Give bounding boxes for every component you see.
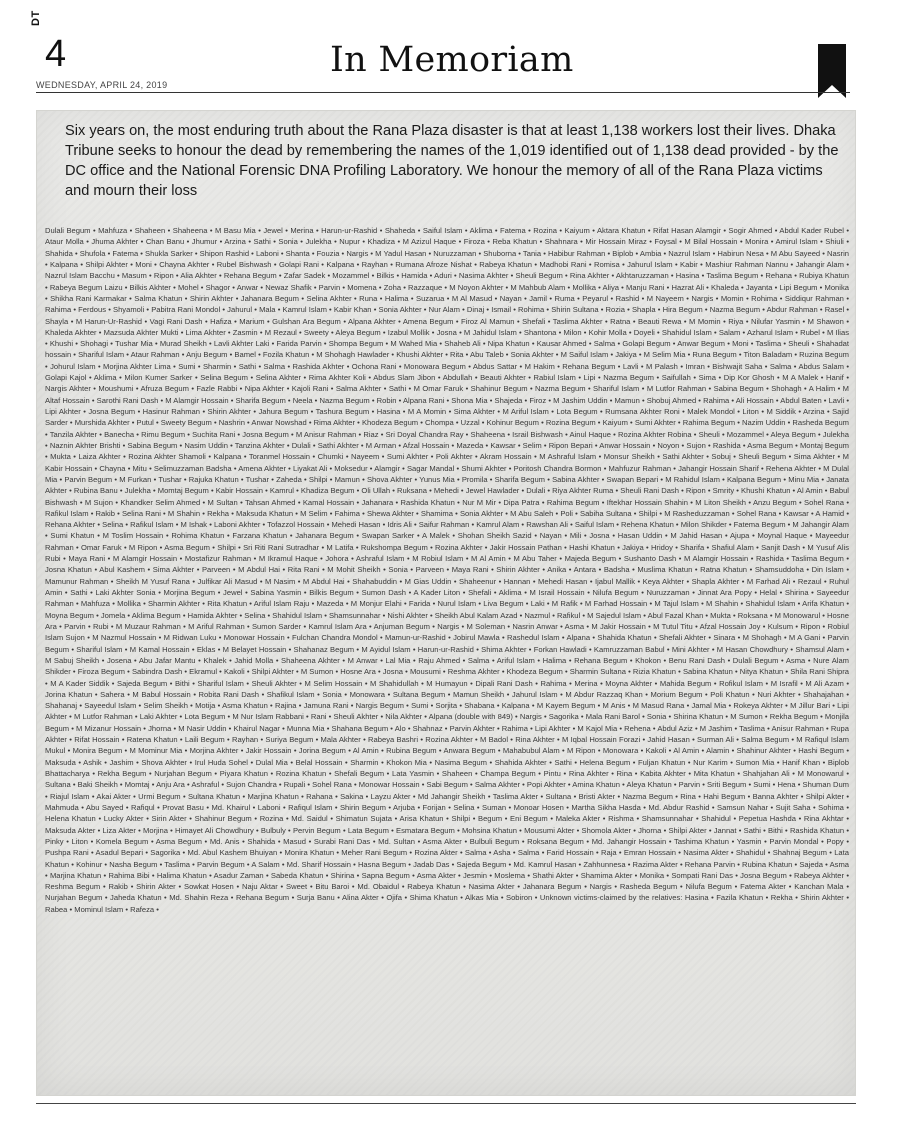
memorial-box (36, 110, 856, 1096)
mourning-ribbon-icon (818, 44, 846, 98)
victim-names-list: Dulali Begum • Mahfuza • Shaheen • Shaheena • M Basu Mia • Jewel • Merina • Harun-ur-Rashid • Shaheda • Saiful Islam • Aklima • Fatema • Rozina • Kaiyum • Aktara Khatun • Rifat Hasan Alamgir • Sogir Ahmed • Abdul Kader Rubel • Ataur Molla • Jhuma Akhter • Chan Banu • Jhumur • Arzina • Sathi • Sonia • Julekha • Nupur • Khadiza • M Azizul Haque • Firoza • Reba Khatun • Shahnara • Mir Hossain Miraz • Foysal • M Bilal Hossain • Monira • Amirul Islam • Shiuli • Shahida • Shufola • Fatema • Shukla Sarker • Shipon Rashid • Laboni • Shanta • Fouzia • Nargis • M Yadul Hasan • Nuruzzaman • Shuborna • Tania • Habibur Rahman • Biplob • Ambia • Nazrul Islam • Habirun Nesa • M Abu Sayeed • Nasrin • Kalpana • Shilpi Akhter • Moni • Chayna Akhter • Rubel Bishwash • Golapi Rani • Kalpana • Rayhan • Rumana Afroze Nishat • Rabeya Khatun • Madhobi Rani • Romisa • Jahurul Islam • Kabir • Mashiur Rahman Nannu • Jahangir Alam • Nazrul Islam Bacchu • Masum • Ripon • Alia Akhter • Rehana Begum • Zafar Sadek • Mozammel • Bilkis • Hamida • Aduri • Nasima Akhter • Sheuli Begum • Rina Akhter • Akhtaruzzaman • Hasina • Taslima Begum • Rehana • Rubiya Khatun • Rabeya Begum Laizu • Bilkis Akhter • Mohel • Shagor • Anwar • Newaz Shafik • Parvin • Momena • Zoha • Razzaque • M Noyon Akhter • M Mahbub Alam • Mollika • Aliya • Manju Rani • Hazrat Ali • Khaleda • Jayanta • Lipi Begum • Monika • Shikha Rani Karmakar • Salma Khatun • Shirin Akhter • Jahanara Begum • Selina Akhter • Runa • Halima • Suzarua • M Al Masud • Nayan • Jamil • Ruma • Peyarul • Rashid • M Nayeem • Nargis • Momin • Rohima • Siddiqur Rahman • Rahima • Ferdous • Shyamoli • Pabitra Rani Mondol • Jahurul • Mala • Kamrul Islam • Kabir Khan • Sonia Akhter • Nur Alam • Dinaj • Ismail • Rohima • Shirin Sultana • Rozia • Shapla • Hira Begum • Nazma Begum • Abdur Rahman • Rasel • Shayla • M Harun-Ur-Rashid • Vagi Rani Dash • Hafiza • Marium • Gulshan Ara Begum • Alpana Akhter • Amena Begum • Firoz Al Mamun • Shefali • Taslima Akhter • Ratna • Beauti Rewa • M Momin • Riya • Nilufar Yasmin • M Shawon • Khaleda Akhter • Mazsuda Akhter Mukti • Lima Akhter • Zasmin • M Rezaul • Sweety • Aleya Begum • Izabul Mollik • Josna • M Jahidul Islam • Shantona • Milon • Kohir Molla • Doyeli • Shahidul Islam • Salam • Azharul Islam • Rubel • M Ilias • Khushi • Shohagi • Tushar Mia • Murad Sheikh • Lavli Akhter Laki • Farida Parvin • Shompa Begum • M Wahed Mia • Shaheb Ali • Nipa Khatun • Kausar Ahmed • Salma • Golapi Begum • Anwar Begum • Moni • Taslima • Sheuli • Shahadat hossain • Shariful Islam • Ataur Rahman • Anju Begum • Bamel • Fozila Khatun • M Shohagh Hawlader • Khushi Akhter • Rita • Abu Taleb • Sonia Akhter • M Saiful Islam • Jakiya • M Selim Mia • Runa Begum • Titon Baladam • Ruzina Begum • Johurul Islam • Morjina Akhter Lima • Sumi • Sharmin • Sathi • Salma • Rashida Akhter • Ochona Rani • Monowara Begum • Abdus Sattar • M Hakim • Rehana Begum • Lavli • M Palash • Imran • Bishwajit Saha • Salma • Abdus Salam • Golapi Kajol • Aklima • Milon Kumer Sarker • Selina Begum • Selina Akhter • Rima Akhter Koli • Abdus Slam Jibon • Abdullah • Beauti Akhter • Rabiul Islam • Lipi • Nazma Begum • Saifullah • Sima • Dip Kor Ghosh • M A Malek • Hanif • Nargis Akhter • Moushumi • Afruza Begum • Fazle Rabbi • Nipa Akhter • Kajoli Rani • Salma Akhter • Sathi • M Omar Faruk • Shahinur Begum • Nazma Begum • Shariful Islam • M Lutfor Rahman • Sabina Begum • Shohagh • A Halim • M Altaf Hossain • Sarothi Rani Dash • M Alamgir Hossain • Sharifa Begum • Neela • Nazma Begum • Robin • Alpana Rani • Shona Mia • Shajeda • Firoz • M Jashim Uddin • Mamun • Shobuj Ahmed • Rahima • Ali Hossain • Abdul Baten • Lavli • Lipi Akhter • Josna Begum • Hasinur Rahman • Shirin Akhter • Jahura Begum • Tashura Begum • Hasina • M A Momin • Sima Akhter • M Ariful Islam • Lota Begum • Rumsana Akhter Roni • Malek Mondol • Liton • M Siddik • Arzina • Sajid Sarder • Murshida Akhter • Putul • Sweety Begum • Nashrin • Anwar Nowshad • Rima Akhter • Khodeza Begum • Chompa • Uzzal • Kohinur Begum • Rozina Begum • Kaiyum • Sumi Akhter • Rahima Begum • Nazim Uddin • Rasheda Begum • Tanzila Akhter • Banecha • Rimu Begum • Suchita Rani • Josna Begum • M Anisur Rahman • Riaz • Sri Doyal Chandra Ray • Shaheena • Israil Bishwash • Ainul Haque • Rozina Akhter Robina • Sheuli • Mozammel • Aleya Begum • Julekha • Naznin Akhter Brishti • Sabina Begum • Nasim Uddin • Tanzina Akhter • Dulali • Sathi Akhter • M Arman • Afzal Hossain • Mazeda • Kawsar • Selim • Ripon Bepari • Anwar Hossain • Noyon • Sujon • Rashida • Asma Begum • Montaj Begum • Mukta • Laiza Akhter • Rozina Akhter Shamoli • Kalpana • Toranmel Hossain • Chumki • Nayeem • Sumi Akhter • Poli Akhter • Akram Hossain • M Ashraful Islam • Monsur Sheikh • Sathi Akhter • Sobuj • Sheuli Begum • Sima Akhter • M Kabir Hossain • Chayna • Mitu • Selimuzzaman Badsha • Amena Akhter • Liyakat Ali • Moksedur • Alamgir • Sagar Mandal • Shumi Akhter • Poritosh Chandra Bormon • Mahfuzur Rahman • Jahangir Hossain Sharif • Rehena Akhter • M Dulal Mia • Parvin Begum • M Furkan • Tushar • Rajuka Khatun • Tushar • Zaheda • Shilpi • Mamun • Shova Akhter • Yunus Mia • Promila • Sharifa Begum • Sabina Akhter • Swapan Bepari • M Rahidul Islam • Kalpana Begum • Minu Mia • Janata Akhter • Rubina Banu • Julekha • Momtaj Begum • Kabir Hossain • Kamrul • Khadiza Begum • Oli Ullah • Ruksana • Mehedi • Jewel Hawlader • Dulali • Riya Akhter Ruma • Sheuli Rani Dash • Ripon • Smrity • Khushi Khatun • Al Amin • Babul Bishwash • M Sujon • Khandker Selim Ahmed • M Sultan • Tahsan Ahmed • Kamal Hossain • Jahanara • Rashida Khatun • Nur M Mir • Dipa Patra • Rahima Begum • Iftekhar Hossain Shahin • M Liton Sheikh • Anzu Begum • Sohel Rana • Rafikul Islam • Rakib • Selina Rani • M Shahin • Rekha • Maksuda Khatun • M Selim • Fahima • Shewa Akhter • Shamima • Sonia Akhter • M Abu Saleh • Poli • Sabiha Sultana • Shilpi • M Rasheduzzaman • Sohel Rana • Kawsar • A Hamid • Rehana Akhter • Selina • Rafikul Islam • M Ishak • Laboni Akhter • Tofazzol Hossain • Mehedi Hasan • Idris Ali • Saifur Rahman • Kamrul Alam • Rawshan Ali • Saiful Islam • Rehena Khatun • Milon Shikder • Fatema Begum • M Jahangir Alam • Sumi Khatun • M Toslim Hossain • Rohima Khatun • Farzana Khatun • Jahanara Begum • Swapan Sarker • A Malek • Shohan Sheikh Sazid • Nayan • Mili • Josna • Hasan Uddin • M Jahid Hasan • Ajupa • Moynal Haque • Mayeedur Rahman • Omar Faruk • M Ripon • Asma Begum • Shilpi • Sri Riti Rani Sutradhar • M Latifa • Rukshompa Begum • Rozina Akhter • Jakir Hossain Pathan • Hashi Khatun • Jakiya • Hridoy • Sharifa • Shafiul Alam • Sanjit Dash • M Yusuf Alis Rubi • Maya Rani • M Alamgir Hossain • Mostafizur Rahman • M Ikramul Haque • Johora • Ashraful Islam • M Robiul Islam • M Al Amin • M Abu Taher • Majeda Begum • Sushanto Dash • M Alamgir Hossain • Rashida • Taslima Begum • Josna Khatun • Abul Kashem • Sima Akhter • Parveen • M Abdul Hai • Rita Rani • M Mohit Sheikh • Sonia • Parveen • Maya Rani • Shirin Akhter • Anika • Antara • Badsha • Muslima Khatun • Ratna Khatun • Shamsuddoha • Din Islam • Mamunur Rahman • Sheikh M Yusuf Rana • Julfikar Ali Masud • M Nasim • M Abdul Hai • Shahabuddin • M Gias Uddin • Shaheenur • Hannan • Mehedi Hasan • Ijabul Mallik • Keya Akhter • Shapla Akhter • M Farhad Ali • Rezaul • Ruhul Amin • Sathi • Laki Akhter Sonia • Morjina Begum • Jewel • Sabina Yasmin • Bilkis Begum • Sumon Dash • A Kader Liton • Shefali • Aklima • M Israil Hossain • Nilufa Begum • Nuruzzaman • Jinnat Ara Popy • Helal • Shirina • Sayeedur Rahman • Mahfuza • Mollika • Sharmin Akhter • Rita Khatun • Ariful Islam Raju • Mazeda • M Monjur Elahi • Farida • Nurul Islam • Liva Begum • Laki • M Rafik • M Farhad Hossain • M Tajul Islam • M Shahin • Shahidul Islam • Arifa Khatun • Moyna Begum • Jomela • Aklima Begum • Hamida Akhter • Selina • Shahidul Islam • Shamsunnahar • Nishi Akhter • Sheikh Abul Kalam Azad • Nazmul • Rafikul • M Sajedul Islam • Abul Fazal Khan • Mukta • Roksana • M Monowarul • Hosne Ara • Parvin • Rubi • M Muzaur Rahman • M Ariful Rahman • Sumon Sarder • Kamrul Islam Ara • Anjuman Begum • Nargis • M Soleman • Nasrin Anwar • Asma • M Jakir Hossain • M Tutul Titu • Afzal Hossain Joy • Kulsum • Ripon • Robiul Islam Sujon • M Nazmul Hossain • M Ridwan Luku • Monowar Hossain • Fulchan Chandra Mondol • Mamun-ur-Rashid • Jobirul Mawla • Rashedul Islam • Alpana • Shahida Khatun • Shefali Akhter • Sinara • M Shohagh • M A Gani • Parvin Begum • Shariful Islam • M Kamal Hossain • Eklas • M Belayet Hossain • Shahanaz Begum • M Ayidul Islam • Harun-ur-Rashid • Shima Akhter • Forkan Hawladi • Kamruzzaman Babul • Mini Akhter • M Hasan Chowdhury • Shamsul Alam • M Sabuj Sheikh • Josena • Abu Jafar Mantu • Khalek • Jahid Molla • Shaheena Akhter • M Anwar • Lal Mia • Raju Ahmed • Salma • Ariful Islam • Halima • Rehana Begum • Khokon • Benu Rani Dash • Dulali Begum • Asma • Nure Alam Shikder • Firoza Begum • Sabindra Dash • Ekramul • Kakoli • Shilpi Akhter • M Sumon • Hosne Ara • Josna • Mousumi • Reshma Akhter • Khodeza Begum • Sharmin Sultana • Rizia Khatun • Sabina Khatun • Nitya Khatun • Shila Rani Shipra • M A Kader Siddik • Sajeda Begum • Bithi • Shariful Islam • Sheuli Akhter • M Selim Hossain • M Shahidullah • M Humayun • Dipali Rani Dash • Rahima • Merina • Moyna Akhter • Mahida Begum • Rofikul Islam • M Israfil • M Ali Azam • Jorina Khatun • Sahera • M Babul Hossain • Robita Rani Dash • Shafikul Islam • Sonia • Monowara • Sultana Begum • Mamun Sheikh • Jahurul Islam • M Abdur Razzaq Khan • Morium Begum • Poli Khatun • Nuri Akhter • Shahajahan • Shahanaj • Sayeedul Islam • Selim Sheikh • Motija • Asma Khatun • Rajina • Jamuna Rani • Nargis Begum • Sumi • Sorjita • Shabana • Kalpana • M Kayem Begum • M Anis • M Masud Rana • Jamal Mia • Rokeya Akhter • M Jillur Bari • Lipi Akhter • M Lutfor Rahman • Laki Akhter • Lota Begum • M Nur Islam Rabbani • Rani • Sheuli Akhter • Nila Akhter • Alpana (double with 849) • Nargis • Sagorika • Mala Rani Barol • Sonia • Shirina Khatun • M Sumon • Rekha Begum • Monjila Begum • M Mizanur Hossain • Jhorna • M Nasir Uddin • Khairul Nagar • Munna Mia • Shahana Begum • Alo • Shahnaz • Parvin Akhter • Rahima • Lipi Akhter • M Kajol Mia • Rehena • Abdul Aziz • M Jashim • Taslima • Anisur Rahman • Rupa Akhter • Rifat Hossain • Ratena Khatun • Laili Begum • Rayhan • Suriya Begum • Mala Akhter • Rabeya Bashri • Rozina Akhter • M Badol • Rina Akhter • M Iqbal Hossain Forazi • Jahid Hasan • Surman Ali • Salma Begum • M Rafiqul Islam Mukul • Monira Begum • M Mominur Mia • Morjina Akhter • Jakir Hossain • Jorina Begum • Al Amin • Rubina Begum • Anwara Begum • Mahabubul Alam • M Ripon • Monowara • Kakoli • Al Amin • Alamin • Shahinur Akhter • Hashi Begum • Maksuda • Ashik • Jashim • Shova Akhter • Irul Huda Sohel • Dulal Mia • Belal Hossain • Sharmin • Khokon Mia • Nasima Begum • Shahida Akhter • Sathi • Helena Begum • Fuljan Khatun • Nur Karim • Sumon Mia • Hanif Khan • Biplob Bhattacharya • Rekha Begum • Nurjahan Begum • Piyara Khatun • Rozina Khatun • Shefali Begum • Lata Yasmin • Shaheen • Champa Begum • Pintu • Rina Akhter • Rina • Kabita Akhter • Mita Khatun • Shahjahan Ali • M Monowarul • Sultana • Baki Sheikh • Momtaj • Anju Ara • Ashraful • Sujon Chandra • Rupali • Sohel Rana • Monowar Hossain • Sabi Begum • Salma Akhter • Popi Akhter • Amina Khatun • Aleya Khatun • Parvin • Sriti Begum • Sumi • Hena • Shuman Dum • Riajul Islam • Akai Akter • Urmi Begum • Sultana Khatun • Marjina Khatun • Rahana • Sakina • Layzu Akter • Md Jahangir Sheikh • Taslima Akter • Sultana • Bristi Akter • Nazma Begum • Rina • Hahi Begum • Banna Akhter • Shilpi Akter • Mahmuda • Abu Sayed • Rafiqul • Provat Basu • Md. Khairul • Laboni • Rafiqul Islam • Shirin Begum • Arjuba • Forijan • Selina • Suman • Monoar Hosen • Martha Sikha Hasda • Md. Abdur Rashid • Samsun Nahar • Sujit Saha • Sohima • Helena Khatun • Lucky Akter • Sirin Akter • Shahinur Begum • Rozina • Md. Saidul • Shimatun Sujata • Arisa Khatun • Shilpi • Begum • Eni Begum • Maleka Akter • Rishma • Shamsunnahar • Shahidul • Pepetua Hashda • Rina Akhtar • Maksuda Akter • Liza Akter • Morjina • Himayet Ali Chowdhury • Bulbuly • Pervin Begum • Lata Begum • Esmatara Begum • Mohsina Khatun • Mousumi Akter • Shomola Akter • Jhorna • Shilpi Akter • Jannat • Sathi • Bithi • Rashida Khatun • Pinky • Liton • Komela Begum • Asma Begum • Md. Anis • Shahida • Masud • Surabi Rani Das • Md. Sultan • Asma Akter • Bulbuli Begum • Roksana Begum • Md. Jahangir Hossain • Tashima Khatun • Yasmin • Parvin Mondal • Popy • Pushpa Rani • Asadul Bepari • Sagorika • Md. Abul Kashem Bhuiyan • Monira Khatun • Meher Rani Begum • Rozina Akter • Salma • Asha • Salma • Farid Hossain • Raja • Emran Hossain • Nasima Akter • Shahidul • Shahnaj Begum • Lata Khatun • Kohinur • Nasha Begum • Taslima • Parvin Begum • A Salam • Md. Sharif Hossain • Hasna Begum • Jadab Das • Sajeda Begum • Md. Kamrul Hasan • Zahhunnesa • Razima Akter • Rehana Parvin • Rubina Khatun • Sajeda • Asma • Marjina Khatun • Rahima Bibi • Halima Khatun • Asadur Zaman • Sabeda Khatun • Shirina • Sapna Begum • Asma Akter • Jesmin • Moslema • Shathi Akter • Shamima Akter • Monika • Sompati Rani Das • Josna Begum • Rabeya Akhter • Reshma Begum • Rakib • Shirin Akter • Sowkat Hosen • Naju Aktar • Sweet • Bitu Baroi • Md. Obaidul • Rabeya Khatun • Nasima Akter • Jahanara Begum • Nargis • Rasheda Begum • Nilufa Begum • Fatema Akter • Kanchan Mala • Nurjahan Begum • Jaheda Khatun • Md. Shahin Reza • Rehana Begum • Surja Banu • Alina Akter • Ojifa • Shima Khatun • Alkas Mia • Sobiron • Unknown victims-claimed by the relatives: Hasina • Fazila Khatun • Rekha • Shirin Akhter • Rabea • Mominul Islam • Rafeza • (45, 226, 849, 914)
publication-logo: DT (30, 10, 42, 26)
page-number: 4 (45, 33, 67, 75)
section-title: In Memoriam (330, 40, 574, 80)
memorial-intro: Six years on, the most enduring truth about the Rana Plaza disaster is that at least 1,138 workers lost their lives. Dhaka Tribune seeks to honour the dead by remembering the names of the 1,019 identified out of 1,138 dead provided - by the DC office and the National Forensic DNA Profiling Laboratory. We honour the memory of all of the Rana Plaza victims and mourn their loss (65, 123, 839, 199)
footer-divider (36, 1103, 856, 1104)
header-divider (36, 92, 850, 93)
publication-date: WEDNESDAY, APRIL 24, 2019 (36, 80, 168, 90)
